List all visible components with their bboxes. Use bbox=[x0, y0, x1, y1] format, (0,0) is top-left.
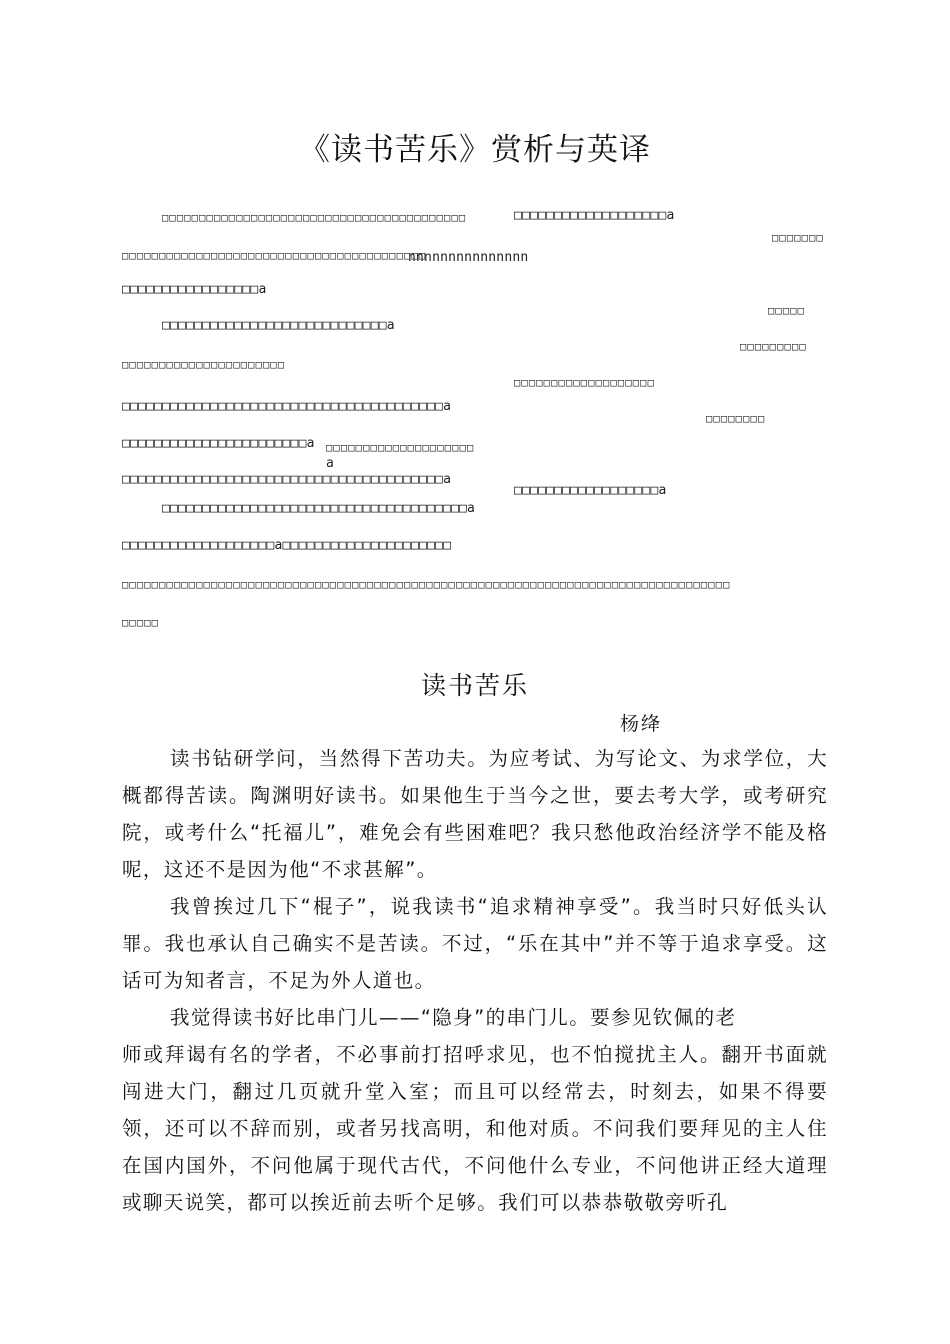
garbled-line: □□□□□□□□□□□□□□□□□□a bbox=[514, 483, 667, 498]
garbled-line: □□□□□□□□□□□□□□□□□a bbox=[122, 282, 267, 297]
garbled-line: □□□□□□□□□ bbox=[740, 341, 807, 353]
garbled-line: a bbox=[326, 456, 335, 471]
garbled-line: □□□□□□□ bbox=[772, 232, 824, 244]
garbled-line: □□□□□□□□□□□□□□□□□□□□□□□□□□□□□□□□□□□□□□□□□□□□□□□□□□□□□□□□□□□□□□□□□□□□□□□□□□□□□□□□□□ bbox=[122, 579, 731, 591]
garbled-line: nnnnnnnnnnnnnnn bbox=[408, 250, 529, 265]
essay-author: 杨绛 bbox=[620, 713, 663, 735]
garbled-line: □□□□□ bbox=[122, 617, 160, 629]
essay-body bbox=[122, 740, 828, 1221]
paragraph: 读书钻研学问，当然得下苦功夫。为应考试、为写论文、为求学位，大概都得苦读。陶渊明好读书。如果他生于当今之世，要去考大学，或考研究院，或考什么“托福儿”，难免会有些困难吧？我只愁他政治经济学不能及格呢，这还不是因为他“不求甚解”。 bbox=[122, 747, 828, 881]
garbled-line: □□□□□□□□ bbox=[706, 413, 766, 425]
garbled-line: □□□□□□□□□□□□□□□□□□□ bbox=[514, 377, 656, 389]
paragraph: 我曾挨过几下“棍子”，说我读书“追求精神享受”。我当时只好低头认罪。我也承认自己确实不是苦读。不过，“乐在其中”并不等于追求享受。这话可为知者言，不足为外人道也。 bbox=[122, 895, 828, 992]
essay-title: 读书苦乐 bbox=[420, 671, 529, 700]
garbled-line: □□□□□□□□□□□□□□□□□□□□□□□□□□□□□□□□□□□□□□□□□ bbox=[122, 250, 427, 262]
garbled-line: □□□□□□□□□□□□□□□□□□□□□□□□□□□□□□□□□□□□□□□□□ bbox=[162, 212, 467, 224]
garbled-line: □□□□□□□□□□□□□□□□□□□□□□□□□□□□a bbox=[162, 318, 395, 333]
garbled-line: □□□□□□□□□□□□□□□□□□□a□□□□□□□□□□□□□□□□□□□□□ bbox=[122, 538, 452, 553]
document-title: 《读书苦乐》赏析与英译 bbox=[299, 132, 651, 168]
garbled-line: □□□□□□□□□□□□□□□□□□□□□□□a bbox=[122, 436, 315, 451]
garbled-line: □□□□□□□□□□□□□□□□□□□□□□□□□□□□□□□□□□□□□□□□a bbox=[122, 399, 452, 414]
garbled-line: □□□□□□□□□□□□□□□□□□□□ bbox=[326, 442, 475, 454]
garbled-line: □□□□□□□□□□□□□□□□□□□□□□□□□□□□□□□□□□□□□□□□a bbox=[122, 472, 452, 487]
garbled-line: □□□□□□□□□□□□□□□□□□□a bbox=[514, 208, 675, 223]
garbled-line: □□□□□ bbox=[768, 305, 806, 317]
garbled-line: □□□□□□□□□□□□□□□□□□□□□□□□□□□□□□□□□□□□□□a bbox=[162, 501, 476, 516]
paragraph: 师或拜谒有名的学者，不必事前打招呼求见，也不怕搅扰主人。翻开书面就闯进大门，翻过几页就升堂入室；而且可以经常去，时刻去，如果不得要领，还可以不辞而别，或者另找高明，和他对质。不问我们要拜见的主人住在国内国外，不问他属于现代古代，不问他什么专业，不问他讲正经大道理或聊天说笑，都可以挨近前去听个足够。我们可以恭恭敬敬旁听孔 bbox=[122, 1043, 828, 1214]
garbled-line: □□□□□□□□□□□□□□□□□□□□□□ bbox=[122, 359, 286, 371]
paragraph: 我觉得读书好比串门儿——“隐身”的串门儿。要参见钦佩的老 bbox=[170, 1006, 737, 1029]
